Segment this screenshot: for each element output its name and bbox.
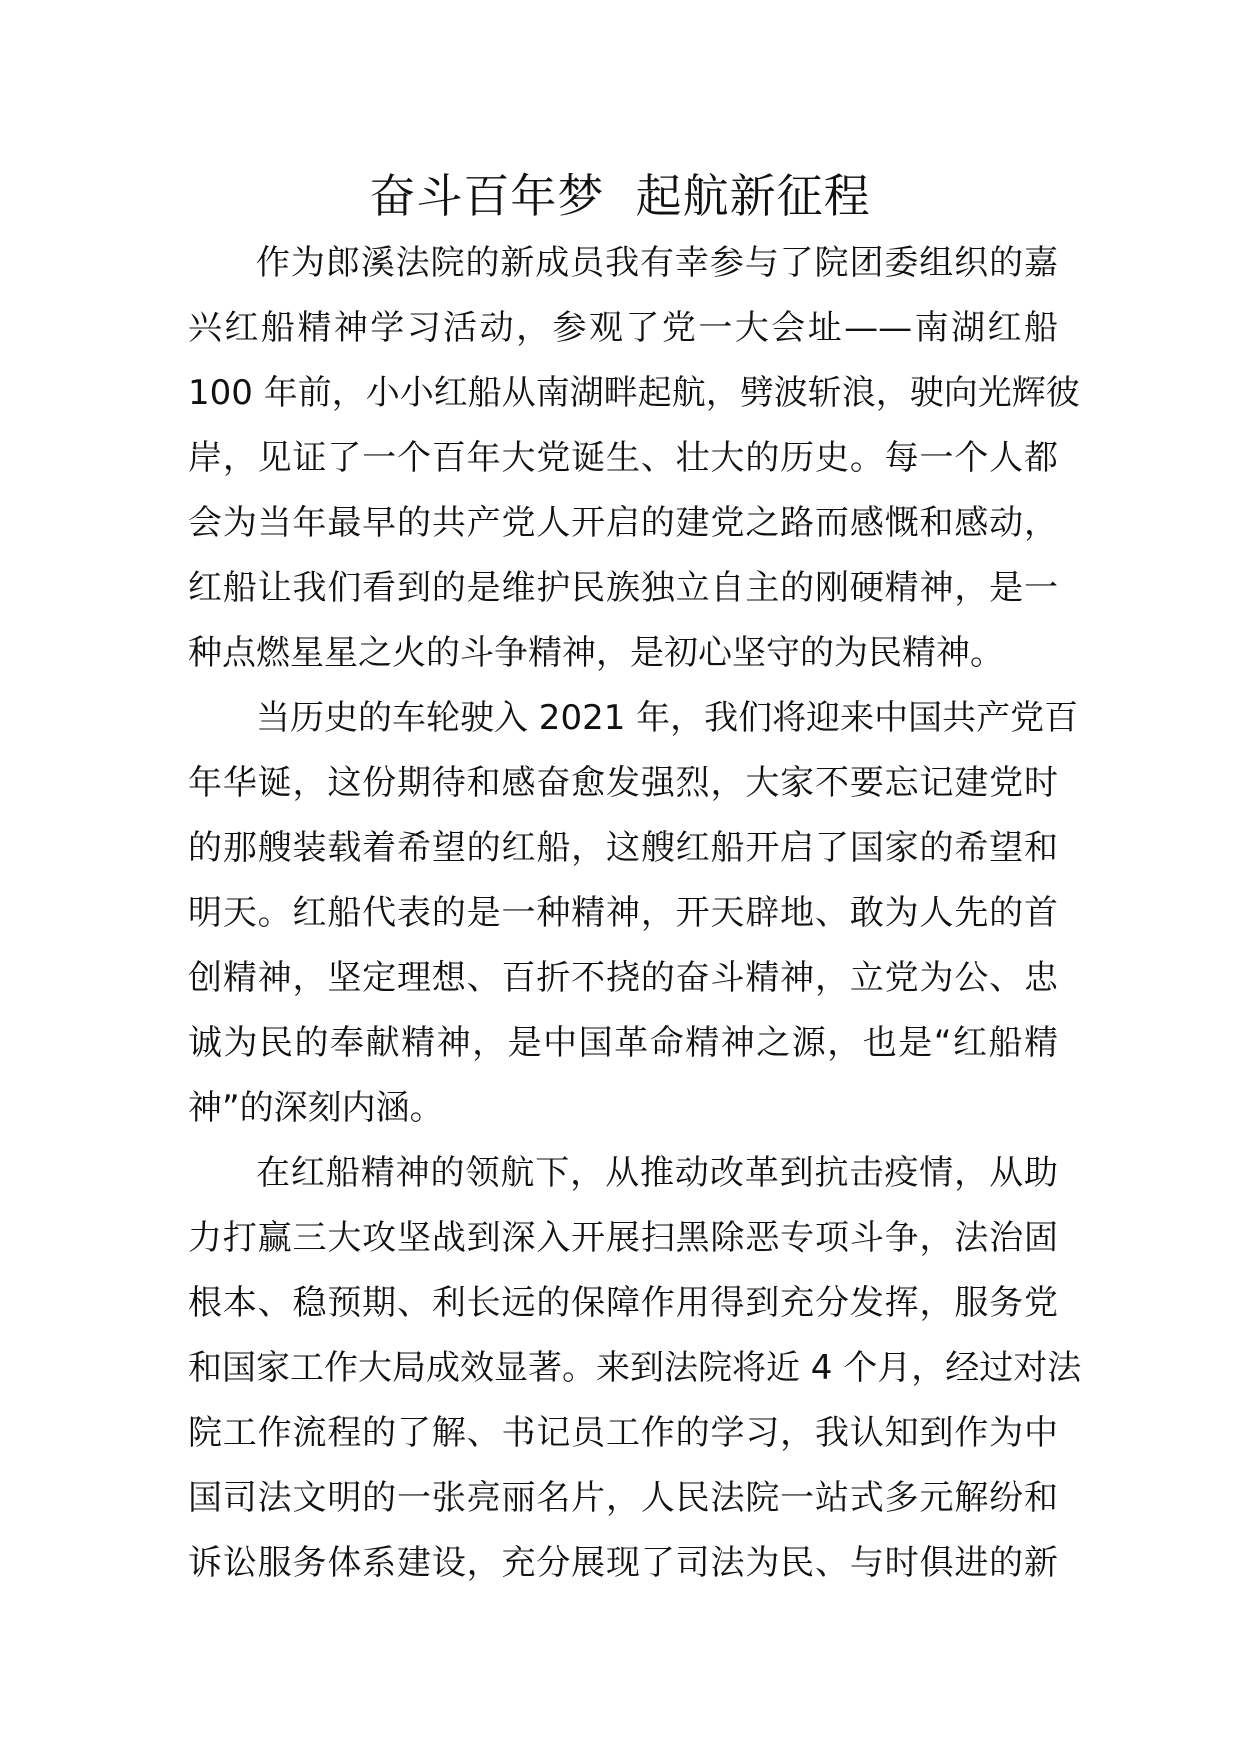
paragraph-line: 力打赢三大攻坚战到深入开展扫黑除恶专项斗争，法治固 [188,1218,1058,1258]
paragraph-line: 院工作流程的了解、书记员工作的学习，我认知到作为中 [188,1413,1058,1453]
paragraph-line: 红船让我们看到的是维护民族独立自主的刚硬精神，是一 [188,568,1058,608]
document-title: 奋斗百年梦 起航新征程 [369,169,871,223]
paragraph-line: 在红船精神的领航下，从推动改革到抗击疫情，从助 [256,1153,1058,1193]
paragraph-line: 种点燃星星之火的斗争精神，是初心坚守的为民精神。 [188,633,1004,673]
paragraph-line: 明天。红船代表的是一种精神，开天辟地、敢为人先的首 [188,893,1058,933]
paragraph-line: 作为郎溪法院的新成员我有幸参与了院团委组织的嘉 [256,243,1058,283]
paragraph-line: 诚为民的奉献精神，是中国革命精神之源，也是“红船精 [188,1023,1058,1063]
paragraph-line: 的那艘装载着希望的红船，这艘红船开启了国家的希望和 [188,828,1058,868]
paragraph-line: 国司法文明的一张亮丽名片，人民法院一站式多元解纷和 [188,1478,1058,1518]
paragraph-line: 兴红船精神学习活动，参观了党一大会址——南湖红船 [188,308,1058,348]
paragraph-line: 和国家工作大局成效显著。来到法院将近 4 个月，经过对法 [188,1348,1082,1388]
paragraph-line: 神”的深刻内涵。 [188,1088,444,1128]
document-body [188,231,1082,1596]
paragraph-line: 会为当年最早的共产党人开启的建党之路而感慨和感动， [188,503,1058,543]
paragraph-2 [188,686,1079,1141]
paragraph-3 [188,1141,1082,1596]
paragraph-line: 创精神，坚定理想、百折不挠的奋斗精神，立党为公、忠 [188,958,1058,998]
paragraph-line: 100 年前，小小红船从南湖畔起航，劈波斩浪，驶向光辉彼 [188,373,1080,413]
paragraph-line: 岸，见证了一个百年大党诞生、壮大的历史。每一个人都 [188,438,1058,478]
paragraph-line: 当历史的车轮驶入 2021 年，我们将迎来中国共产党百 [256,698,1079,738]
paragraph-1 [188,231,1080,686]
paragraph-line: 诉讼服务体系建设，充分展现了司法为民、与时俱进的新 [188,1543,1058,1583]
paragraph-line: 根本、稳预期、利长远的保障作用得到充分发挥，服务党 [188,1283,1058,1323]
paragraph-line: 年华诞，这份期待和感奋愈发强烈，大家不要忘记建党时 [188,763,1058,803]
